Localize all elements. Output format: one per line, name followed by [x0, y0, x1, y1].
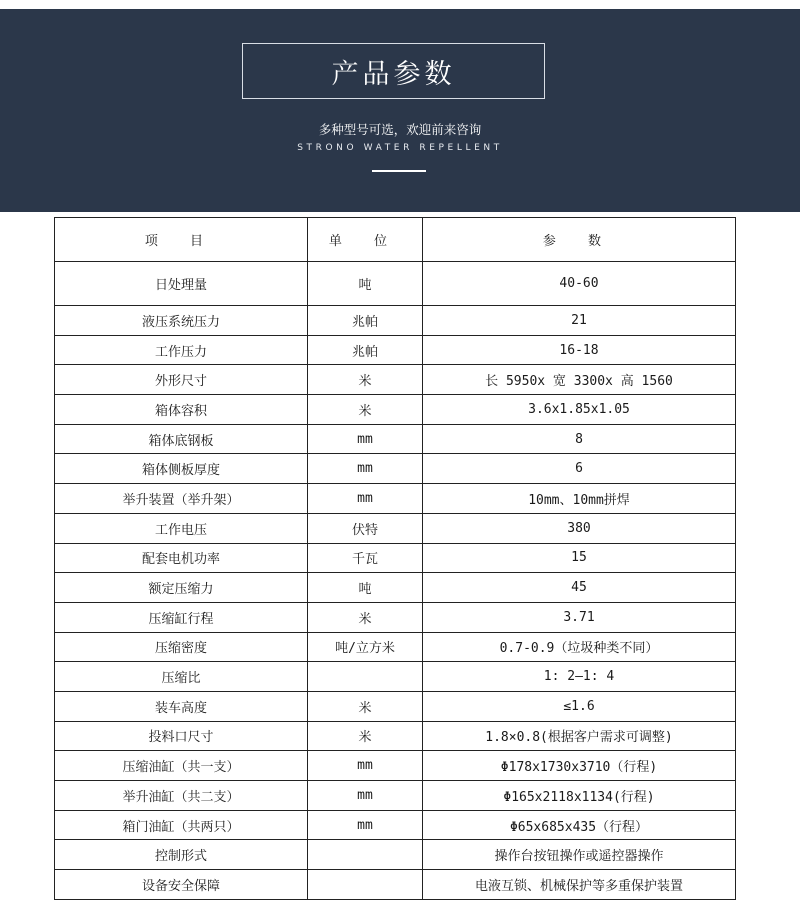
cell-param: 操作台按钮操作或遥控器操作 — [423, 840, 736, 870]
spec-table-body — [55, 218, 736, 900]
cell-unit: 米 — [308, 721, 423, 751]
table-row — [55, 691, 736, 721]
subtitle: 多种型号可选，欢迎前来咨询 — [318, 122, 482, 137]
cell-unit: 吨/立方米 — [308, 632, 423, 662]
cell-unit: 米 — [308, 691, 423, 721]
cell-unit: 千瓦 — [308, 543, 423, 573]
cell-item: 举升装置（举升架） — [55, 484, 308, 514]
cell-unit: 兆帕 — [308, 335, 423, 365]
cell-unit: 伏特 — [308, 513, 423, 543]
table-row — [55, 810, 736, 840]
cell-param: 3.71 — [423, 602, 736, 632]
cell-unit: mm — [308, 781, 423, 811]
table-row — [55, 602, 736, 632]
table-row — [55, 335, 736, 365]
cell-param: 电液互锁、机械保护等多重保护装置 — [423, 870, 736, 900]
table-row — [55, 840, 736, 870]
table-row — [55, 365, 736, 395]
header-banner — [0, 9, 800, 212]
cell-item: 压缩密度 — [55, 632, 308, 662]
cell-param: 380 — [423, 513, 736, 543]
cell-param: 0.7-0.9（垃圾种类不同） — [423, 632, 736, 662]
cell-item: 配套电机功率 — [55, 543, 308, 573]
table-row — [55, 543, 736, 573]
cell-unit: 米 — [308, 602, 423, 632]
cell-unit: 兆帕 — [308, 306, 423, 336]
cell-item: 日处理量 — [55, 262, 308, 306]
cell-param: ≤1.6 — [423, 691, 736, 721]
cell-param: 10mm、10mm拼焊 — [423, 484, 736, 514]
cell-item: 箱门油缸（共两只） — [55, 810, 308, 840]
cell-param: 3.6x1.85x1.05 — [423, 395, 736, 425]
cell-param: Φ178x1730x3710（行程) — [423, 751, 736, 781]
table-row — [55, 513, 736, 543]
cell-unit: 米 — [308, 365, 423, 395]
cell-item: 箱体侧板厚度 — [55, 454, 308, 484]
table-row — [55, 395, 736, 425]
cell-param: 8 — [423, 424, 736, 454]
table-row — [55, 781, 736, 811]
cell-item: 压缩油缸（共一支） — [55, 751, 308, 781]
table-row — [55, 870, 736, 900]
cell-param: 45 — [423, 573, 736, 603]
cell-param: 21 — [423, 306, 736, 336]
cell-unit: mm — [308, 751, 423, 781]
cell-item: 压缩比 — [55, 662, 308, 692]
header-unit: 单 位 — [308, 218, 423, 262]
cell-param: 16-18 — [423, 335, 736, 365]
cell-unit — [308, 662, 423, 692]
cell-unit — [308, 870, 423, 900]
table-row — [55, 573, 736, 603]
cell-item: 箱体底钢板 — [55, 424, 308, 454]
header-item: 项 目 — [55, 218, 308, 262]
cell-unit: mm — [308, 454, 423, 484]
cell-item: 装车高度 — [55, 691, 308, 721]
cell-item: 额定压缩力 — [55, 573, 308, 603]
cell-param: Φ65x685x435（行程） — [423, 810, 736, 840]
table-row — [55, 721, 736, 751]
table-header-row — [55, 218, 736, 262]
cell-unit: mm — [308, 810, 423, 840]
table-row — [55, 484, 736, 514]
table-row — [55, 306, 736, 336]
page-title: 产品参数 — [242, 43, 545, 99]
cell-unit: 吨 — [308, 573, 423, 603]
cell-item: 工作电压 — [55, 513, 308, 543]
cell-item: 举升油缸（共二支） — [55, 781, 308, 811]
cell-param: 1.8×0.8(根据客户需求可调整) — [423, 721, 736, 751]
table-row — [55, 454, 736, 484]
table-row — [55, 262, 736, 306]
cell-unit: 吨 — [308, 262, 423, 306]
title-divider — [372, 170, 426, 172]
cell-item: 压缩缸行程 — [55, 602, 308, 632]
table-row — [55, 632, 736, 662]
spec-table — [54, 217, 736, 900]
cell-param: 15 — [423, 543, 736, 573]
cell-item: 控制形式 — [55, 840, 308, 870]
cell-param: 1: 2—1: 4 — [423, 662, 736, 692]
header-param: 参 数 — [423, 218, 736, 262]
cell-param: 长 5950x 宽 3300x 高 1560 — [423, 365, 736, 395]
cell-param: Φ165x2118x1134(行程) — [423, 781, 736, 811]
cell-param: 6 — [423, 454, 736, 484]
cell-item: 外形尺寸 — [55, 365, 308, 395]
table-row — [55, 424, 736, 454]
cell-unit — [308, 840, 423, 870]
cell-item: 液压系统压力 — [55, 306, 308, 336]
table-row — [55, 662, 736, 692]
cell-unit: mm — [308, 484, 423, 514]
cell-item: 箱体容积 — [55, 395, 308, 425]
cell-item: 投料口尺寸 — [55, 721, 308, 751]
cell-unit: 米 — [308, 395, 423, 425]
cell-param: 40-60 — [423, 262, 736, 306]
table-row — [55, 751, 736, 781]
cell-item: 工作压力 — [55, 335, 308, 365]
cell-unit: mm — [308, 424, 423, 454]
cell-item: 设备安全保障 — [55, 870, 308, 900]
subtitle-english: STRONO WATER REPELLENT — [297, 143, 503, 153]
